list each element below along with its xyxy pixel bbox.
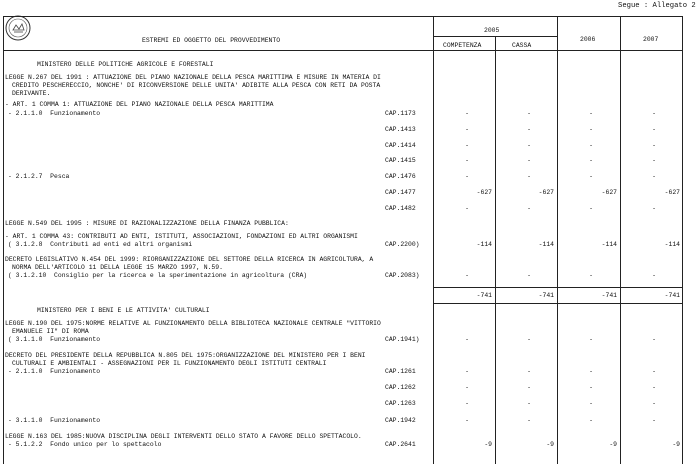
value-cell: - (465, 205, 469, 212)
ministry-heading: MINISTERO DELLE POLITICHE AGRICOLE E FORESTALI (37, 61, 214, 68)
law-text-line: LEGGE N.163 DEL 1985:NUOVA DISCIPLINA DEGLI INTERVENTI DELLO STATO A FAVORE DELLO SPETTACOLO. (5, 433, 362, 440)
value-cell: - (589, 336, 593, 343)
value-cell: - (527, 126, 531, 133)
law-text-line: LEGGE N.190 DEL 1975:NORME RELATIVE AL FUNZIONAMENTO DELLA BIBLIOTECA NAZIONALE CENTRALE "VITTORIO (5, 320, 381, 327)
cap-label: CAP.1414 (385, 142, 416, 149)
table-top-border (3, 16, 683, 17)
value-cell: - (652, 157, 656, 164)
col-divider-competenza (433, 16, 434, 464)
item-line: - 3.1.1.0 Funzionamento (8, 417, 101, 424)
header-year-2006: 2006 (580, 36, 596, 43)
value-cell: - (527, 400, 531, 407)
value-cell: - (589, 157, 593, 164)
value-cell: - (589, 272, 593, 279)
value-cell: - (652, 417, 656, 424)
value-cell: - (465, 157, 469, 164)
value-cell: - (589, 110, 593, 117)
col-divider-2007 (620, 16, 621, 464)
value-cell: - (589, 417, 593, 424)
cap-label: CAP.2083) (385, 272, 420, 279)
value-cell: - (589, 400, 593, 407)
value-cell: - (652, 173, 656, 180)
cap-label: CAP.2641 (385, 441, 416, 448)
value-cell: - (652, 384, 656, 391)
cap-label: CAP.1173 (385, 110, 416, 117)
value-cell: -627 (664, 189, 680, 196)
item-line: - 2.1.1.0 Funzionamento (8, 110, 101, 117)
value-cell: -627 (601, 189, 617, 196)
value-cell: - (527, 205, 531, 212)
value-cell: - (465, 110, 469, 117)
value-cell: - (652, 336, 656, 343)
law-text-line: DECRETO DEL PRESIDENTE DELLA REPUBBLICA N.805 DEL 1975:ORGANIZZAZIONE DEL MINISTERO PER I BENI (5, 352, 366, 359)
value-cell: -9 (609, 441, 617, 448)
value-cell: - (527, 368, 531, 375)
value-cell: - (465, 173, 469, 180)
law-text-line: EMANUELE II" DI ROMA (12, 328, 89, 335)
cap-label: CAP.1482 (385, 205, 416, 212)
cap-label: CAP.1415 (385, 157, 416, 164)
value-cell: - (652, 400, 656, 407)
item-line: ( 3.1.1.0 Funzionamento (8, 336, 101, 343)
value-cell: -9 (546, 441, 554, 448)
article-line: - ART. 1 COMMA 43: CONTRIBUTI AD ENTI, ISTITUTI, ASSOCIAZIONI, FONDAZIONI ED ALTRI ORGANISMI (5, 233, 358, 240)
value-cell: - (652, 368, 656, 375)
law-text-line: CREDITO PESCHERECCIO, NONCHE' DI RICONVERSIONE DELLE UNITA' ADIBITE ALLA PESCA CON RETI DA POSTA (12, 82, 381, 89)
cap-label: CAP.1262 (385, 384, 416, 391)
value-cell: - (465, 142, 469, 149)
value-cell: - (527, 173, 531, 180)
value-cell: -114 (664, 241, 680, 248)
value-cell: - (589, 173, 593, 180)
value-cell: - (527, 336, 531, 343)
law-text-line: NORMA DELL'ARTICOLO 11 DELLA LEGGE 15 MARZO 1997, N.59. (12, 264, 223, 271)
value-cell: -114 (601, 241, 617, 248)
law-text-line: LEGGE N.267 DEL 1991 : ATTUAZIONE DEL PIANO NAZIONALE DELLA PESCA MARITTIMA E MISURE IN MATERIA DI (5, 74, 381, 81)
value-cell: -9 (672, 441, 680, 448)
cap-label: CAP.1413 (385, 126, 416, 133)
item-line: - 5.1.2.2 Fondo unico per lo spettacolo (8, 441, 162, 448)
law-text-line: LEGGE N.549 DEL 1995 : MISURE DI RAZIONALIZZAZIONE DELLA FINANZA PUBBLICA: (5, 220, 289, 227)
cap-label: CAP.1263 (385, 400, 416, 407)
value-cell: - (527, 142, 531, 149)
value-cell: -9 (484, 441, 492, 448)
value-cell: - (527, 110, 531, 117)
cap-label: CAP.1477 (385, 189, 416, 196)
law-text-line: DECRETO LEGISLATIVO N.454 DEL 1999: RIORGANIZZAZIONE DEL SETTORE DELLA RICERCA IN AGRICOLTURA, A (5, 256, 374, 263)
total-cell: -741 (601, 292, 617, 299)
total-bottom-rule (433, 303, 683, 304)
total-top-rule (433, 287, 683, 288)
value-cell: - (465, 368, 469, 375)
header-bottom-border (3, 50, 683, 51)
value-cell: - (465, 417, 469, 424)
value-cell: - (589, 384, 593, 391)
law-text-line: CULTURALI E AMBIENTALI - ASSEGNAZIONI PER IL FUNZIONAMENTO DEGLI ISTITUTI CENTRALI (12, 360, 327, 367)
cap-label: CAP.2200) (385, 241, 420, 248)
value-cell: - (652, 272, 656, 279)
value-cell: - (527, 417, 531, 424)
total-cell: -741 (476, 292, 492, 299)
value-cell: - (589, 126, 593, 133)
item-line: ( 3.1.2.10 Consiglio per la ricerca e la sperimentazione in agricoltura (CRA) (8, 272, 308, 279)
value-cell: -627 (538, 189, 554, 196)
continuation-label: Segue : Allegato 2 (618, 2, 696, 10)
value-cell: - (527, 157, 531, 164)
item-line: - 2.1.1.0 Funzionamento (8, 368, 101, 375)
header-year-2005: 2005 (484, 27, 500, 34)
cap-label: CAP.1941) (385, 336, 420, 343)
value-cell: - (652, 205, 656, 212)
value-cell: - (465, 384, 469, 391)
cap-label: CAP.1261 (385, 368, 416, 375)
cap-label: CAP.1942 (385, 417, 416, 424)
value-cell: -627 (476, 189, 492, 196)
value-cell: - (465, 336, 469, 343)
seal-stamp-icon (5, 15, 31, 41)
header-title: ESTREMI ED OGGETTO DEL PROVVEDIMENTO (142, 37, 281, 44)
item-line: ( 3.1.2.8 Contributi ad enti ed altri organismi (8, 241, 193, 248)
value-cell: - (589, 368, 593, 375)
header-competenza: COMPETENZA (443, 42, 482, 49)
value-cell: -114 (538, 241, 554, 248)
value-cell: - (465, 400, 469, 407)
value-cell: - (589, 205, 593, 212)
ministry-heading: MINISTERO PER I BENI E LE ATTIVITA' CULTURALI (37, 307, 210, 314)
total-cell: -741 (664, 292, 680, 299)
value-cell: - (527, 272, 531, 279)
value-cell: - (652, 142, 656, 149)
law-text-line: DERIVANTE. (12, 90, 51, 97)
value-cell: - (465, 272, 469, 279)
col-divider-2006 (557, 16, 558, 464)
total-cell: -741 (538, 292, 554, 299)
value-cell: - (589, 142, 593, 149)
value-cell: - (465, 126, 469, 133)
header-year-2007: 2007 (643, 36, 659, 43)
header-cassa: CASSA (512, 42, 532, 49)
value-cell: -114 (476, 241, 492, 248)
left-border (3, 16, 4, 464)
item-line: - 2.1.2.7 Pesca (8, 173, 70, 180)
value-cell: - (652, 110, 656, 117)
article-line: - ART. 1 COMMA 1: ATTUAZIONE DEL PIANO NAZIONALE DELLA PESCA MARITTIMA (5, 101, 274, 108)
cap-label: CAP.1476 (385, 173, 416, 180)
value-cell: - (652, 126, 656, 133)
right-border (682, 16, 683, 464)
value-cell: - (527, 384, 531, 391)
